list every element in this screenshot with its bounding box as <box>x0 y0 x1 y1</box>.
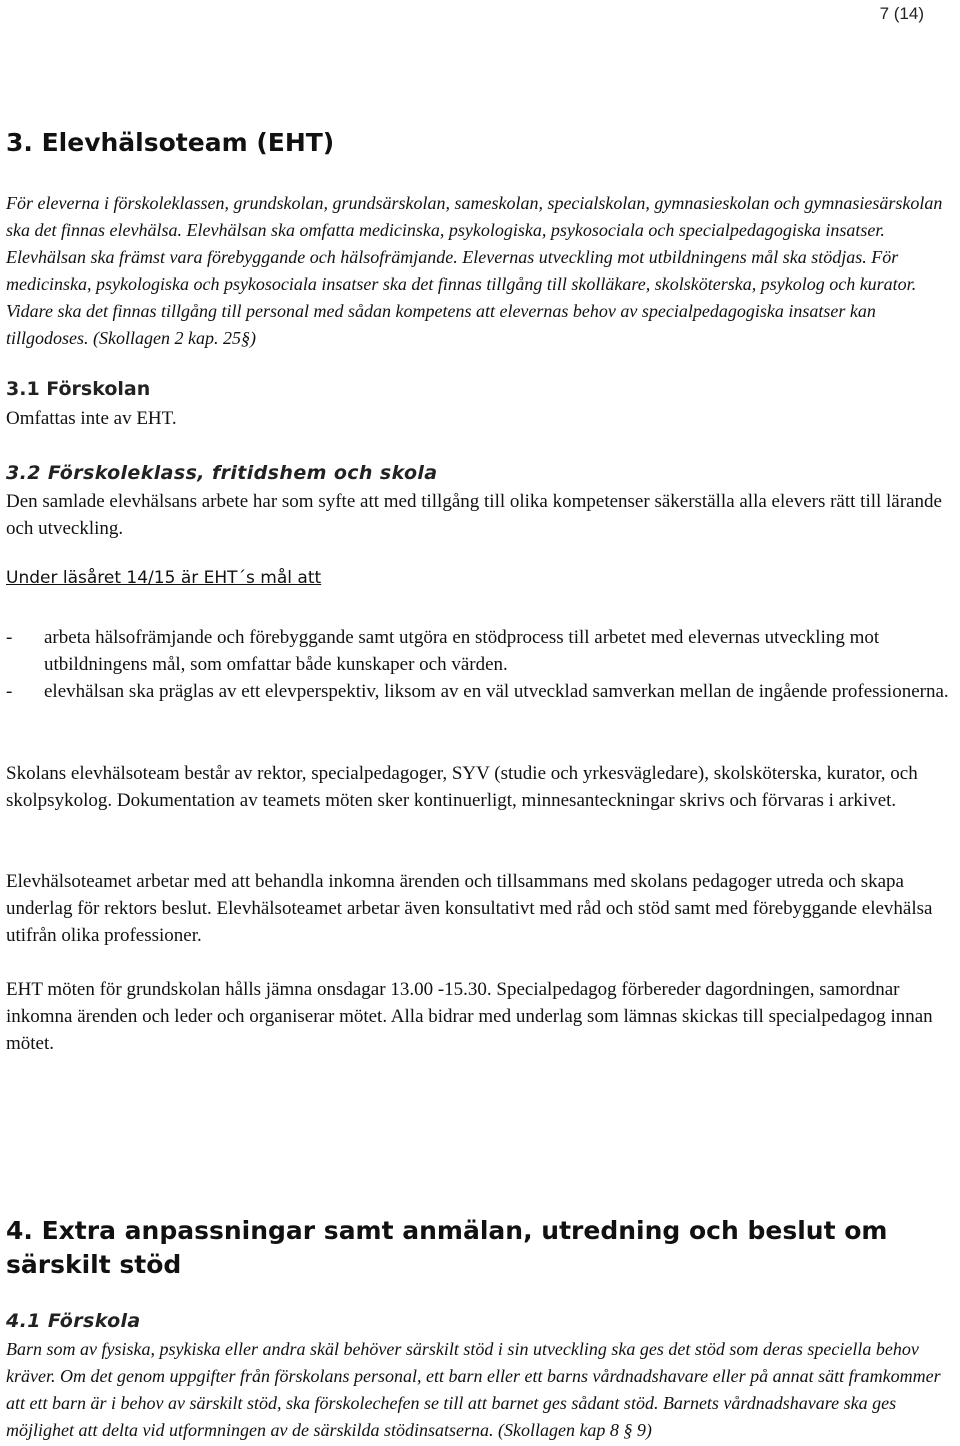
section-3-heading: 3. Elevhälsoteam (EHT) <box>6 128 335 157</box>
list-item <box>6 678 956 705</box>
page-number: 7 (14) <box>879 4 924 23</box>
section-4-1-heading: 4.1 Förskola <box>6 1310 141 1332</box>
list-item <box>6 624 956 678</box>
section-3-1-heading: 3.1 Förskolan <box>6 378 151 400</box>
section-4-heading: 4. Extra anpassningar samt anmälan, utredning och beslut om särskilt stöd <box>6 1216 888 1279</box>
goal-text: elevhälsan ska präglas av ett elevperspektiv, liksom av en väl utvecklad samverkan mellan de ingående professionerna. <box>44 681 949 702</box>
list-bullet: - <box>6 627 13 648</box>
section-3-2-heading: 3.2 Förskoleklass, fritidshem och skola <box>6 462 438 484</box>
section-3-1-text: Omfattas inte av EHT. <box>6 408 177 429</box>
section-4-1-text: Barn som av fysiska, psykiska eller andra skäl behöver särskilt stöd i sin utveckling ska ges det stöd som deras speciella behov kräver. Om det genom uppgifter från förskolans personal, ett barn eller ett barns vårdnadshavare eller på annat sätt framkommer att ett barn är i behov av särskilt stöd, ska förskolechefen se till att barnet ges sådant stöd. Barnets vårdnadshavare ska ges möjlighet att delta vid utformningen av de särskilda stödinsatserna. (Skollagen kap 8 § 9) <box>6 1339 941 1440</box>
section-3-2-text: Den samlade elevhälsans arbete har som syfte att med tillgång till olika kompetenser säkerställa alla elevers rätt till lärande och utveckling. <box>6 491 942 539</box>
section-3-intro: För eleverna i förskoleklassen, grundskolan, grundsärskolan, sameskolan, specialskolan, gymnasieskolan och gymnasiesärskolan ska det finnas elevhälsa. Elevhälsan ska omfatta medicinska, psykologiska, psykosociala och specialpedagogiska insatser. Elevhälsan ska främst vara förebyggande och hälsofrämjande. Elevernas utveckling mot utbildningens mål ska stödjas. För medicinska, psykologiska och psykosociala insatser ska det finnas tillgång till skolläkare, skolsköterska, psykolog och kurator. Vidare ska det finnas tillgång till personal med sådan kompetens att elevernas behov av specialpedagogiska insatser kan tillgodoses. (Skollagen 2 kap. 25§) <box>6 193 943 348</box>
meetings-paragraph: EHT möten för grundskolan hålls jämna onsdagar 13.00 -15.30. Specialpedagog förbereder dagordningen, samordnar inkomna ärenden och leder och organiserar mötet. Alla bidrar med underlag som lämnas skickas till specialpedagog innan mötet. <box>6 979 933 1054</box>
work-paragraph: Elevhälsoteamet arbetar med att behandla inkomna ärenden och tillsammans med skolans pedagoger utreda och skapa underlag för rektors beslut. Elevhälsoteamet arbetar även konsultativt med råd och stöd samt med förebyggande elevhälsa utifrån olika professioner. <box>6 871 933 946</box>
team-paragraph: Skolans elevhälsoteam består av rektor, specialpedagoger, SYV (studie och yrkesvägledare), skolsköterska, kurator, och skolpsykolog. Dokumentation av teamets möten sker kontinuerligt, minnesanteckningar skrivs och förvaras i arkivet. <box>6 763 918 811</box>
goals-heading: Under läsåret 14/15 är EHT´s mål att <box>6 568 322 588</box>
goals-list <box>6 624 956 705</box>
list-bullet: - <box>6 681 13 702</box>
goal-text: arbeta hälsofrämjande och förebyggande samt utgöra en stödprocess till arbetet med elevernas utveckling mot utbildningens mål, som omfattar både kunskaper och värden. <box>44 627 880 675</box>
